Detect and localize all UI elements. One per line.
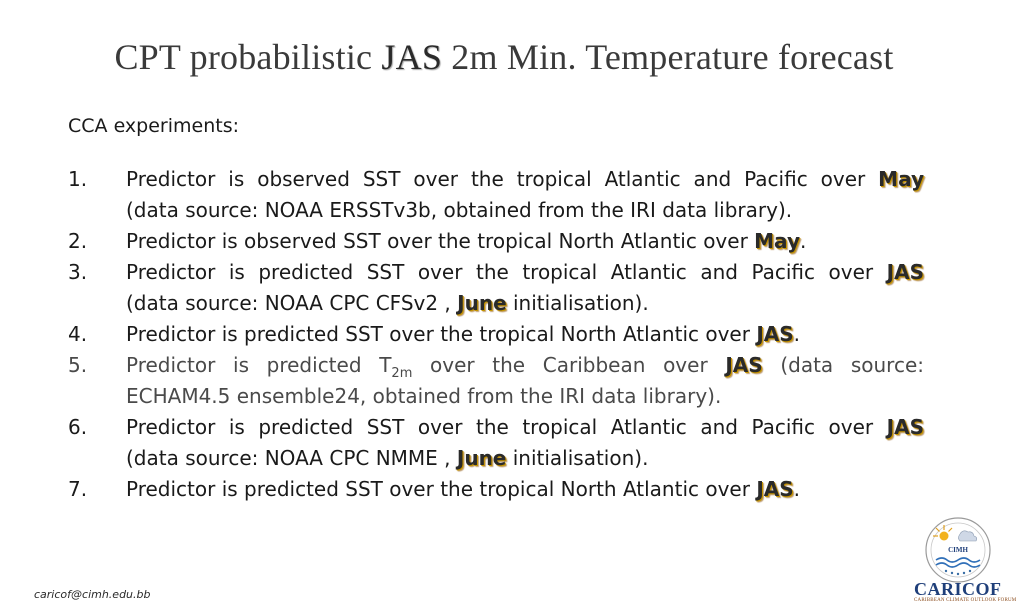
item-line (126, 350, 924, 381)
line-text: . (793, 477, 800, 501)
highlight-word: JAS (886, 415, 924, 439)
line-text: (data source: (762, 353, 925, 377)
cimh-seal-logo (924, 516, 992, 584)
list-item (68, 350, 924, 412)
item-body (126, 257, 924, 319)
caricof-logo (914, 579, 1016, 604)
line-text: ECHAM4.5 ensemble24, obtained from the IRI data library). (126, 384, 722, 408)
list-item (68, 226, 924, 257)
highlight-word: JAS (886, 260, 924, 284)
item-line (126, 443, 924, 474)
list-item (68, 257, 924, 319)
subscript: 2m (391, 366, 413, 381)
line-text: (data source: NOAA ERSSTv3b, obtained from the IRI data library). (126, 198, 793, 222)
item-body (126, 474, 924, 505)
line-text: (data source: NOAA CPC CFSv2 , (126, 291, 458, 315)
logo-name: CARICOF (914, 579, 1002, 599)
line-text: Predictor is predicted SST over the tropical North Atlantic over (126, 477, 757, 501)
line-text: Predictor is observed SST over the tropical North Atlantic over (126, 229, 755, 253)
line-text: . (793, 322, 800, 346)
item-number: 1. (68, 167, 88, 191)
line-text: . (799, 229, 807, 253)
item-body (126, 319, 924, 350)
list-item (68, 474, 924, 505)
line-text: Predictor is observed SST over the tropical Atlantic and Pacific over (126, 167, 879, 191)
line-text: initialisation). (506, 446, 649, 470)
item-number: 5. (68, 353, 88, 377)
title-highlight: JAS (381, 37, 443, 77)
list-item (68, 319, 924, 350)
section-heading: CCA experiments: (68, 115, 239, 137)
item-line (126, 412, 924, 443)
line-text: initialisation). (506, 291, 649, 315)
item-number: 3. (68, 260, 88, 284)
item-line (126, 381, 924, 412)
item-number: 4. (68, 322, 88, 346)
item-body (126, 226, 924, 257)
item-body (126, 350, 924, 412)
highlight-word: May (878, 167, 924, 191)
line-text: Predictor is predicted T (126, 353, 392, 377)
item-line (126, 257, 924, 288)
line-text: Predictor is predicted SST over the tropical North Atlantic over (126, 322, 757, 346)
logo-tagline: CARIBBEAN CLIMATE OUTLOOK FORUM (914, 598, 1016, 603)
item-number: 7. (68, 477, 88, 501)
list-item (68, 164, 924, 226)
item-body (126, 412, 924, 474)
list-item (68, 412, 924, 474)
item-line (126, 164, 924, 195)
line-text: Predictor is predicted SST over the tropical Atlantic and Pacific over (126, 415, 887, 439)
seal-text: CIMH (948, 546, 968, 554)
highlight-word: June (456, 446, 507, 470)
item-line (126, 226, 924, 257)
item-number: 6. (68, 415, 88, 439)
line-text: over the Caribbean over (412, 353, 726, 377)
highlight-word: JAS (725, 353, 763, 377)
title-suffix: 2m Min. Temperature forecast (442, 37, 894, 77)
item-line (126, 319, 924, 350)
highlight-word: May (754, 229, 800, 253)
page-title (0, 36, 1008, 78)
highlight-word: JAS (756, 477, 794, 501)
highlight-word: June (457, 291, 507, 315)
item-body (126, 164, 924, 226)
sun-icon (940, 532, 949, 541)
title-prefix: CPT probabilistic (114, 37, 382, 77)
item-line (126, 474, 924, 505)
footer-email: caricof@cimh.edu.bb (34, 588, 151, 601)
experiment-list (68, 164, 924, 505)
line-text: (data source: NOAA CPC NMME , (126, 446, 457, 470)
item-line (126, 288, 924, 319)
item-line (126, 195, 924, 226)
highlight-word: JAS (756, 322, 794, 346)
item-number: 2. (68, 229, 88, 253)
line-text: Predictor is predicted SST over the tropical Atlantic and Pacific over (126, 260, 887, 284)
